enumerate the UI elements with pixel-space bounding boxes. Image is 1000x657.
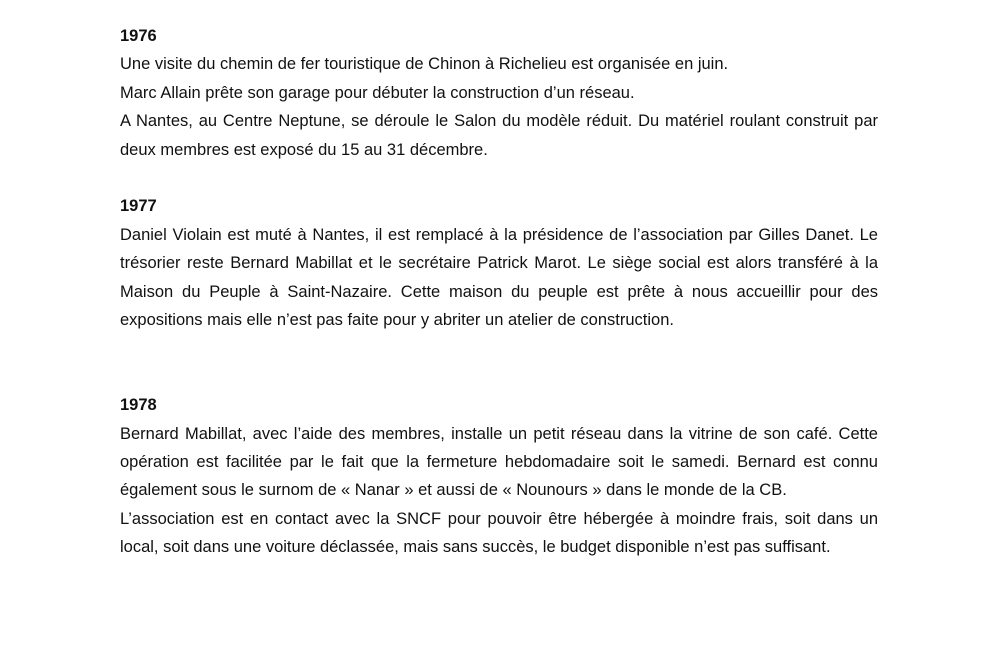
paragraph: Une visite du chemin de fer touristique de Chinon à Richelieu est organisée en juin.: [120, 55, 729, 74]
paragraph: A Nantes, au Centre Neptune, se déroule le Salon du modèle réduit. Du matériel roulant construit par deux membres est exposé du 15 au 31 décembre.: [120, 112, 878, 159]
section-spacer: [120, 334, 878, 391]
section-1976: [120, 22, 878, 164]
section-1978: [120, 391, 878, 561]
paragraph: Daniel Violain est muté à Nantes, il est remplacé à la présidence de l’association par Gilles Danet. Le trésorier reste Bernard Mabillat et le secrétaire Patrick Marot. Le siège social est alors transféré à la Maison du Peuple à Saint-Nazaire. Cette maison du peuple est prête à nous accueillir pour des expositions mais elle n’est pas faite pour y abriter un atelier de construction.: [120, 225, 878, 330]
section-1977: [120, 192, 878, 334]
paragraph: Marc Allain prête son garage pour débuter la construction d’un réseau.: [120, 83, 635, 102]
paragraph: Bernard Mabillat, avec l’aide des membres, installe un petit réseau dans la vitrine de son café. Cette opération est facilitée par le fait que la fermeture hebdomadaire soit le samedi. Bernard est connu également sous le surnom de « Nanar » et aussi de « Nounours » dans le monde de la CB.: [120, 424, 878, 500]
year-heading: 1978: [120, 396, 157, 415]
document-page: [120, 22, 878, 562]
section-spacer: [120, 164, 878, 192]
year-heading: 1976: [120, 27, 157, 45]
paragraph: L’association est en contact avec la SNCF pour pouvoir être hébergée à moindre frais, soit dans un local, soit dans une voiture déclassée, mais sans succès, le budget disponible n’est pas suffisant.: [120, 509, 878, 557]
year-heading: 1977: [120, 197, 157, 216]
